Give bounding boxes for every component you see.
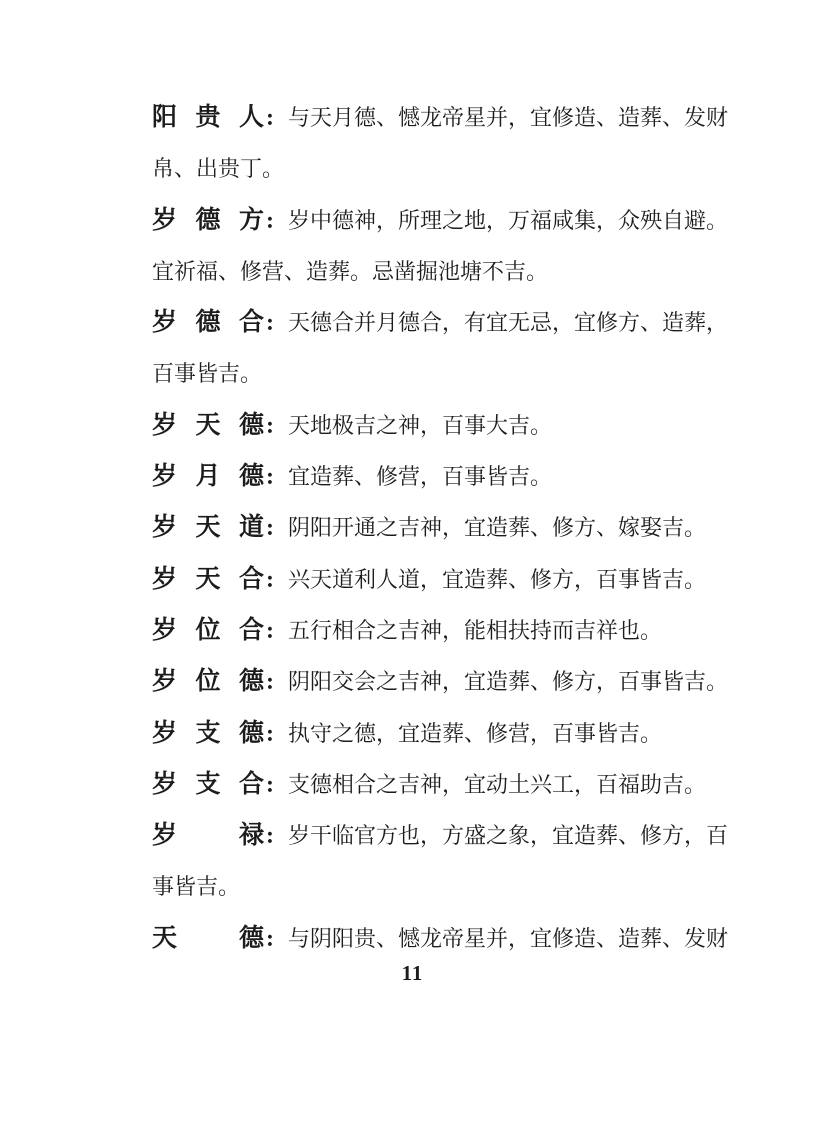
entry-text: 宜造葬、修营，百事皆吉。 <box>288 464 553 490</box>
entry-term <box>152 502 264 553</box>
entry-term <box>152 759 264 810</box>
entry-term-char: 禄 <box>238 822 264 850</box>
entry-term-char: 德 <box>195 206 221 234</box>
glossary-entries <box>152 92 730 964</box>
entry-term <box>152 195 264 246</box>
entry-text: 帛、出贵丁。 <box>152 156 285 182</box>
entry-colon: : <box>266 823 274 850</box>
entry-term <box>152 554 264 605</box>
entry-term-char: 天 <box>195 514 221 542</box>
entry-text: 天德合并月德合，有宜无忌，宜修方、造葬， <box>288 310 729 336</box>
entry-term <box>152 400 264 451</box>
entry-text: 阴阳开通之吉神，宜造葬、修方、嫁娶吉。 <box>288 515 707 541</box>
entry-term-char: 月 <box>195 463 221 491</box>
entry-term-char: 支 <box>195 719 221 747</box>
entry-text: 兴天道利人道，宜造葬、修方，百事皆吉。 <box>288 566 707 592</box>
entry-text: 岁中德神，所理之地，万福咸集，众殃自避。 <box>288 207 729 233</box>
entry-line-first <box>152 92 730 143</box>
entry-line-wrap <box>152 246 730 297</box>
entry-term-char: 岁 <box>152 411 178 439</box>
entry-colon: : <box>266 207 274 234</box>
entry-term-char: 岁 <box>152 770 178 798</box>
entry-colon: : <box>266 617 274 644</box>
entry-text: 天地极吉之神，百事大吉。 <box>288 412 553 438</box>
entry-line-first <box>152 400 730 451</box>
entry-term-char: 天 <box>152 924 178 952</box>
entry-term <box>152 297 264 348</box>
entry-term-char: 岁 <box>152 668 178 696</box>
entry-text: 百事皆吉。 <box>152 361 263 387</box>
entry-line-first <box>152 759 730 810</box>
entry-colon: : <box>266 925 274 952</box>
entry-line-first <box>152 554 730 605</box>
entry-colon: : <box>266 310 274 337</box>
entry-term-char: 德 <box>238 924 264 952</box>
entry-line-first <box>152 502 730 553</box>
entry-colon: : <box>266 464 274 491</box>
entry-line-first <box>152 708 730 759</box>
entry-term <box>152 92 264 143</box>
entry-colon: : <box>266 105 274 131</box>
entry-term <box>152 656 264 707</box>
entry-term-char: 岁 <box>152 514 178 542</box>
entry-line-wrap <box>152 348 730 399</box>
entry-text: 支德相合之吉神，宜动土兴工，百福助吉。 <box>288 771 707 797</box>
entry-term <box>152 810 264 861</box>
entry-line-first <box>152 451 730 502</box>
entry-term-char: 岁 <box>152 616 178 644</box>
entry-term-char: 人 <box>238 104 264 131</box>
entry-term-char: 支 <box>195 770 221 798</box>
entry-term <box>152 451 264 502</box>
entry-colon: : <box>266 412 274 439</box>
entry-term-char: 贵 <box>195 104 221 131</box>
entry-text: 岁干临官方也，方盛之象，宜造葬、修方，百 <box>288 823 729 849</box>
entry-term-char: 德 <box>238 411 264 439</box>
entry-text: 与天月德、憾龙帝星并，宜修造、造葬、发财 <box>288 105 729 130</box>
entry-term-char: 德 <box>238 668 264 696</box>
entry-text: 与阴阳贵、憾龙帝星并，宜修造、造葬、发财 <box>288 925 729 951</box>
entry-term-char: 岁 <box>152 463 178 491</box>
entry-line-first <box>152 913 730 964</box>
entry-term-char: 岁 <box>152 206 178 234</box>
entry-term <box>152 605 264 656</box>
entry-colon: : <box>266 669 274 696</box>
entry-term-char: 德 <box>238 463 264 491</box>
entry-term <box>152 913 264 964</box>
entry-term-char: 德 <box>195 309 221 337</box>
entry-term-char: 岁 <box>152 309 178 337</box>
entry-term-char: 合 <box>238 616 264 644</box>
entry-line-first <box>152 297 730 348</box>
entry-term-char: 天 <box>195 411 221 439</box>
entry-term-char: 方 <box>238 206 264 234</box>
entry-term-char: 合 <box>238 309 264 337</box>
entry-line-wrap <box>152 143 730 194</box>
entry-line-first <box>152 605 730 656</box>
entry-term-char: 岁 <box>152 565 178 593</box>
entry-colon: : <box>266 720 274 747</box>
page-number: 11 <box>401 961 424 985</box>
entry-term-char: 德 <box>238 719 264 747</box>
entry-colon: : <box>266 771 274 798</box>
entry-colon: : <box>266 566 274 593</box>
entry-term-char: 合 <box>238 770 264 798</box>
entry-line-first <box>152 656 730 707</box>
entry-term-char: 天 <box>195 565 221 593</box>
entry-term-char: 位 <box>195 668 221 696</box>
entry-text: 事皆吉。 <box>152 874 241 900</box>
entry-line-wrap <box>152 861 730 912</box>
entry-colon: : <box>266 515 274 542</box>
entry-term-char: 岁 <box>152 719 178 747</box>
entry-term-char: 合 <box>238 565 264 593</box>
entry-text: 宜祈福、修营、造葬。忌凿掘池塘不吉。 <box>152 258 549 284</box>
entry-text: 阴阳交会之吉神，宜造葬、修方，百事皆吉。 <box>288 669 729 695</box>
entry-term <box>152 708 264 759</box>
entry-term-char: 位 <box>195 616 221 644</box>
entry-term-char: 岁 <box>152 822 178 850</box>
entry-term-char: 道 <box>238 514 264 542</box>
entry-text: 执守之德，宜造葬、修营，百事皆吉。 <box>288 720 663 746</box>
entry-text: 五行相合之吉神，能相扶持而吉祥也。 <box>288 617 663 643</box>
entry-term-char: 阳 <box>152 104 178 131</box>
entry-line-first <box>152 195 730 246</box>
entry-line-first <box>152 810 730 861</box>
